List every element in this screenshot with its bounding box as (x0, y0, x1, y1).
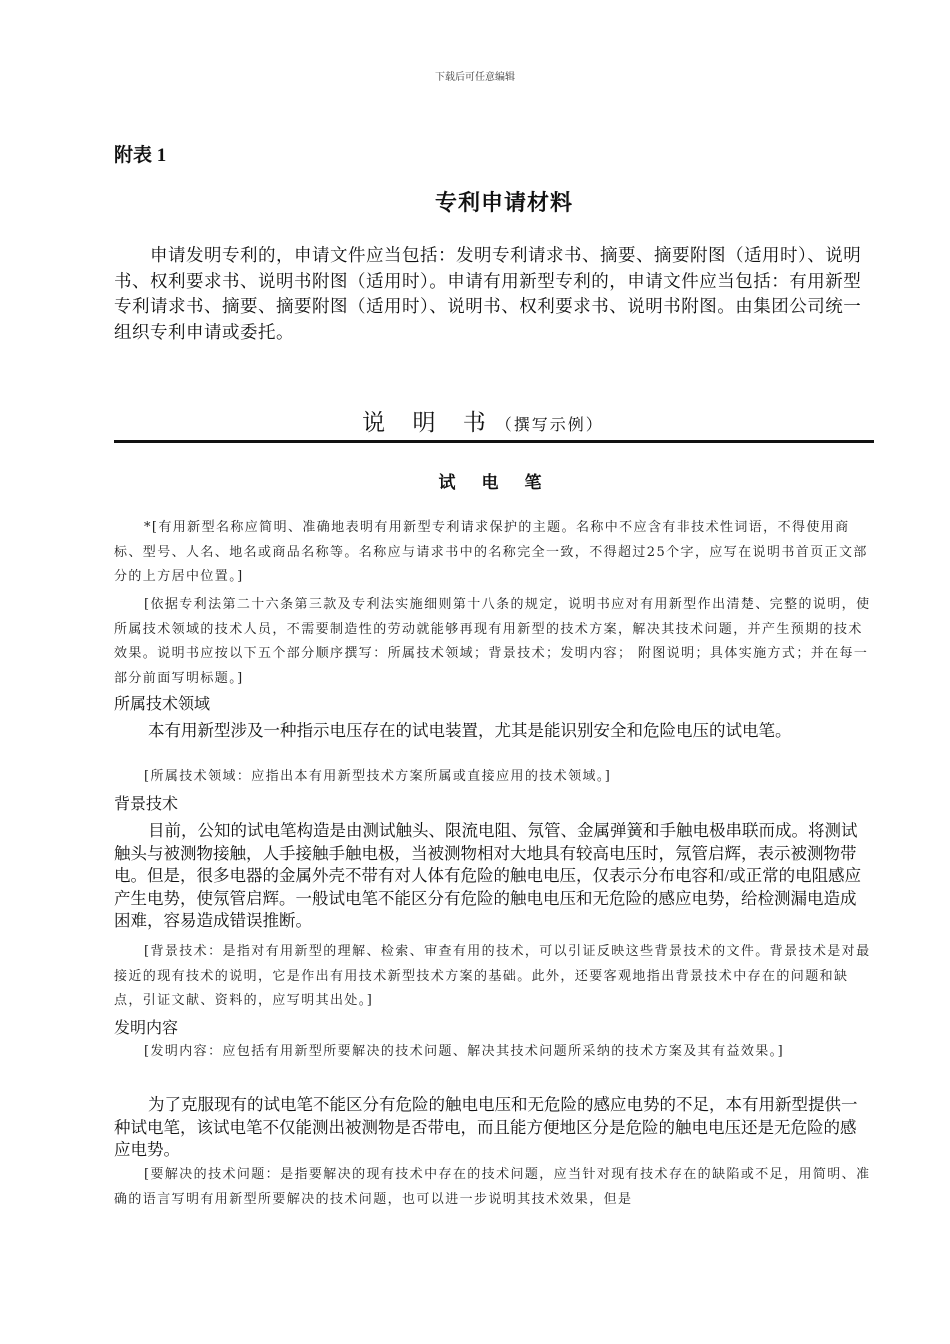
spec-title-sub: （撰写示例） (495, 415, 604, 434)
field-note: [所属技术领域：应指出本有用新型技术方案所属或直接应用的技术领域。] (144, 769, 612, 784)
device-title: 试电笔 (438, 473, 568, 493)
section-heading-field: 所属技术领域 (114, 696, 211, 713)
header-note: 下载后可任意编辑 (435, 72, 515, 83)
intro-paragraph: 申请发明专利的，申请文件应当包括：发明专利请求书、摘要、摘要附图（适用时）、说明书、权利要求书、说明书附图（适用时）。申请有用新型专利的，申请文件应当包括：有用新型专利请求书、摘要、摘要附图（适用时）、说明书、权利要求书、说明书附图。由集团公司统一组织专利申请或委托。 (114, 246, 862, 343)
page-title: 专利申请材料 (434, 190, 573, 216)
section-heading-background: 背景技术 (114, 796, 179, 813)
section-text-content: 为了克服现有的试电笔不能区分有危险的触电电压和无危险的感应电势的不足，本有用新型提供一种试电笔，该试电笔不仅能测出被测物是否带电，而且能方便地区分是危险的触电电压还是无危险的感应电势。 (114, 1095, 858, 1159)
spec-title-main: 说 明 书 (362, 410, 496, 436)
appendix-label: 附表 1 (114, 145, 167, 166)
name-note: *[有用新型名称应简明、准确地表明有用新型专利请求保护的主题。名称中不应含有非技术性词语，不得使用商标、型号、人名、地名或商品名称等。名称应与请求书中的名称完全一致，不得超过25个字，应写在说明书首页正文部分的上方居中位置。] (114, 520, 868, 584)
content-note: [发明内容：应包括有用新型所要解决的技术问题、解决其技术问题所采纳的技术方案及其有益效果。] (144, 1044, 785, 1059)
section-text-background: 目前，公知的试电笔构造是由测试触头、限流电阻、氖管、金属弹簧和手触电极串联而成。将测试触头与被测物接触，人手接触手触电极，当被测物相对大地具有较高电压时，氖管启辉，表示被测物带电。但是，很多电器的金属外壳不带有对人体有危险的触电电压，仅表示分布电容和/或正常的电阻感应产生电势，使氖管启辉。一般试电笔不能区分有危险的触电电压和无危险的感应电势，给检测漏电造成困难，容易造成错误推断。 (114, 821, 862, 930)
spec-title (0, 404, 950, 437)
background-note: [背景技术：是指对有用新型的理解、检索、审查有用的技术，可以引证反映这些背景技术的文件。背景技术是对最接近的现有技术的说明，它是作出有用技术新型技术方案的基础。此外，还要客观地指出背景技术中存在的问题和缺点，引证文献、资料的，应写明其出处。] (114, 944, 871, 1008)
section-heading-content: 发明内容 (114, 1020, 179, 1037)
structure-note: [依据专利法第二十六条第三款及专利法实施细则第十八条的规定，说明书应对有用新型作出清楚、完整的说明，使所属技术领域的技术人员，不需要制造性的劳动就能够再现有用新型的技术方案，解决其技术问题，并产生预期的技术效果。说明书应按以下五个部分顺序撰写：所属技术领域；背景技术；发明内容； 附图说明；具体实施方式；并在每一部分前面写明标题。] (114, 597, 871, 686)
title-divider (114, 440, 874, 443)
problem-note: [要解决的技术问题：是指要解决的现有技术中存在的技术问题，应当针对现有技术存在的缺陷或不足，用简明、准确的语言写明有用新型所要解决的技术问题，也可以进一步说明其技术效果，但是 (114, 1167, 871, 1207)
section-text-field: 本有用新型涉及一种指示电压存在的试电装置，尤其是能识别安全和危险电压的试电笔。 (148, 721, 792, 740)
